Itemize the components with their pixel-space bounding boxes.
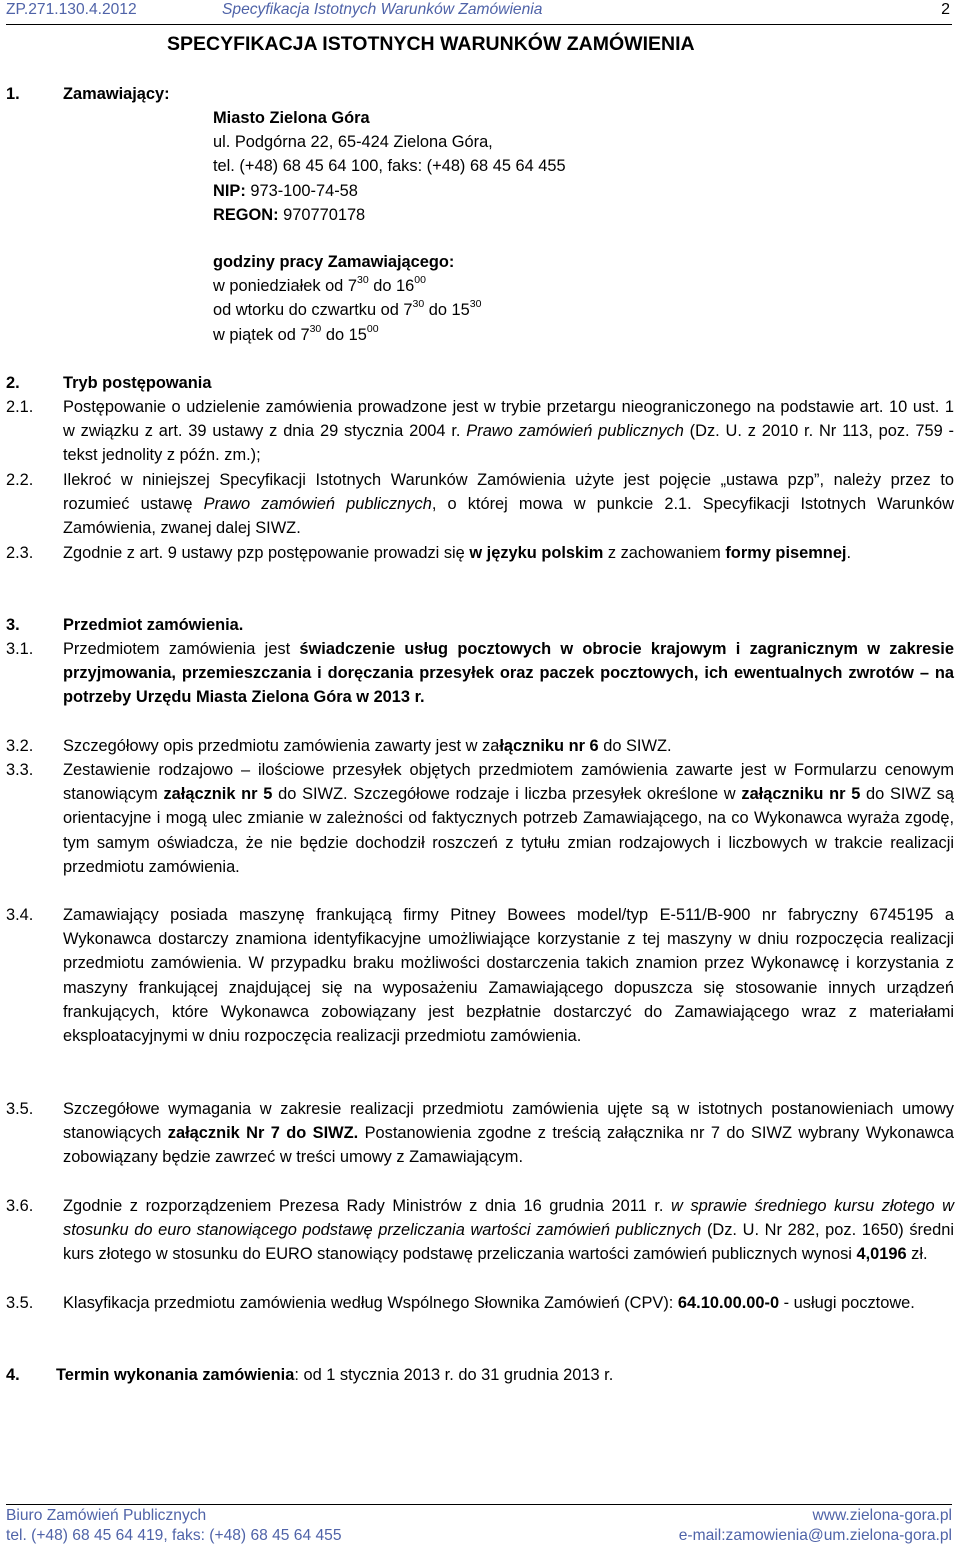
footer-email: e-mail:zamowienia@um.zielona-gora.pl <box>678 1527 952 1544</box>
hours-friday: w piątek od $7^{30}$ do $15^{00}$ <box>213 322 379 344</box>
paragraph-2-2 <box>6 468 954 542</box>
paragraph-number: 2.2. <box>6 471 34 489</box>
section-title: Zamawiający: <box>63 85 170 103</box>
paragraph-2-3 <box>6 541 954 589</box>
paragraph-3-5 <box>6 1097 954 1195</box>
paragraph-number: 3.5. <box>6 1100 34 1118</box>
paragraph-number: 3.4. <box>6 906 34 924</box>
page-header <box>6 0 952 25</box>
paragraph-text: Klasyfikacja przedmiotu zamówienia według Wspólnego Słownika Zamówień (CPV): 64.10.00.00-0 - usługi pocztowe. <box>63 1294 915 1312</box>
section-3-heading <box>6 613 954 637</box>
paragraph-text: Przedmiotem zamówienia jest świadczenie usług pocztowych w obrocie krajowym i zagranicznym w zakresie przyjmowania, przemieszczania i doręczania przesyłek oraz paczek pocztowych, ich ewentualnych zwrotów – na potrzeby Urzędu Miasta Zielona Góra w 2013 r. <box>63 640 954 707</box>
paragraph-number: 3.2. <box>6 737 34 755</box>
paragraph-3-2 <box>6 734 954 758</box>
paragraph-number: 2.1. <box>6 398 34 416</box>
section-number: 1. <box>6 85 20 103</box>
authority-name: Miasto Zielona Góra <box>213 109 370 127</box>
authority-regon <box>213 203 733 227</box>
authority-phone: tel. (+48) 68 45 64 100, faks: (+48) 68 45 64 455 <box>213 157 566 176</box>
hours-tue-thu: od wtorku do czwartku od $7^{30}$ do $15^{30}$ <box>213 298 482 320</box>
contracting-authority-details <box>213 106 733 227</box>
paragraph-text: Zgodnie z rozporządzeniem Prezesa Rady Ministrów z dnia 16 grudnia 2011 r. w sprawie średniego kursu złotego w stosunku do euro stanowiącego podstawę przeliczania wartości zamówień publicznych (Dz. U. Nr 282, poz. 1650) średni kurs złotego w stosunku do EURO stanowiący podstawę przeliczania wartości zamówień publicznych wynosi 4,0196 zł. <box>63 1197 954 1264</box>
section-title: Termin wykonania zamówienia <box>56 1366 295 1384</box>
paragraph-number: 3.5. <box>6 1294 34 1312</box>
working-hours-title: godziny pracy Zamawiającego: <box>213 253 455 271</box>
paragraph-3-1 <box>6 637 954 735</box>
completion-date: : od 1 stycznia 2013 r. do 31 grudnia 2013 r. <box>294 1366 614 1384</box>
section-number: 2. <box>6 374 20 392</box>
header-title: Specyfikacja Istotnych Warunków Zamówienia <box>222 1 543 18</box>
section-number: 3. <box>6 616 20 634</box>
page-footer <box>6 1504 952 1544</box>
nip-value: 973-100-74-58 <box>245 181 358 200</box>
page-number: 2 <box>941 1 950 18</box>
paragraph-number: 3.1. <box>6 640 34 658</box>
section-title: Tryb postępowania <box>63 374 212 392</box>
section-4-heading <box>6 1363 954 1387</box>
document-title: SPECYFIKACJA ISTOTNYCH WARUNKÓW ZAMÓWIENIA <box>167 33 695 55</box>
section-1-heading <box>6 82 954 106</box>
paragraph-3-7 <box>6 1291 954 1341</box>
paragraph-text: Szczegółowy opis przedmiotu zamówienia zawarty jest w załączniku nr 6 do SIWZ. <box>63 737 672 755</box>
regon-label: REGON: <box>213 205 279 224</box>
paragraph-3-3 <box>6 758 954 904</box>
footer-office: Biuro Zamówień Publicznych <box>6 1507 207 1524</box>
regon-value: 970770178 <box>278 205 366 224</box>
footer-contact: tel. (+48) 68 45 64 419, faks: (+48) 68 45 64 455 <box>6 1527 342 1544</box>
section-title: Przedmiot zamówienia. <box>63 616 244 634</box>
authority-address: ul. Podgórna 22, 65-424 Zielona Góra, <box>213 133 493 152</box>
paragraph-text: Postępowanie o udzielenie zamówienia prowadzone jest w trybie przetargu nieograniczonego na podstawie art. 10 ust. 1 w związku z art. 39 ustawy z dnia 29 stycznia 2004 r. Prawo zamówień publicznych (Dz. U. z 2010 r. Nr 113, poz. 759 - tekst jednolity z późn. zm.); <box>63 398 955 465</box>
footer-website: www.zielona-gora.pl <box>812 1507 952 1524</box>
section-text <box>56 1363 613 1387</box>
nip-label: NIP: <box>213 181 246 200</box>
paragraph-text: Zamawiający posiada maszynę frankującą firmy Pitney Bowees model/typ E-511/B-900 nr fabryczny 6745195 a Wykonawca dostarczy znamiona identyfikacyjne umożliwiające korzystanie z tej maszyny w dniu rozpoczęcia realizacji przedmiotu zamówienia. W przypadku braku możliwości dostarczenia takich znamion przez Wykonawcę i korzystania z maszyny frankującej znajdującej się na wyposażeniu Zamawiającego dopuszcza się stosowanie innych urządzeń frankujących, które Wykonawca zobowiązany jest bezpłatnie dostarczyć do Zamawiającego wraz z materiałami eksploatacyjnymi w dniu rozpoczęcia realizacji przedmiotu zamówienia. <box>63 906 954 1046</box>
hours-monday: w poniedziałek od $7^{30}$ do $16^{00}$ <box>213 274 426 296</box>
authority-nip <box>213 179 733 203</box>
section-number: 4. <box>6 1366 20 1384</box>
paragraph-number: 3.3. <box>6 761 34 779</box>
document-reference: ZP.271.130.4.2012 <box>6 1 137 18</box>
paragraph-number: 2.3. <box>6 544 34 562</box>
paragraph-3-6 <box>6 1194 954 1292</box>
paragraph-3-4 <box>6 903 954 1098</box>
paragraph-number: 3.6. <box>6 1197 34 1215</box>
paragraph-text: Ilekroć w niniejszej Specyfikacji Istotnych Warunków Zamówienia użyte jest pojęcie „ustawa pzp”, należy przez to rozumieć ustawę Prawo zamówień publicznych, o której mowa w punkcie 2.1. Specyfikacji Istotnych Warunków Zamówienia, zwanej dalej SIWZ. <box>63 471 954 538</box>
paragraph-text: Szczegółowe wymagania w zakresie realizacji przedmiotu zamówienia ujęte są w istotnych postanowieniach umowy stanowiących załącznik Nr 7 do SIWZ. Postanowienia zgodne z treścią załącznika nr 7 do SIWZ wybrany Wykonawca zobowiązany będzie zawrzeć w treści umowy z Zamawiającym. <box>63 1100 954 1167</box>
paragraph-text: Zgodnie z art. 9 ustawy pzp postępowanie prowadzi się w języku polskim z zachowaniem formy pisemnej. <box>63 544 852 562</box>
working-hours <box>213 250 733 347</box>
section-2-heading <box>6 371 954 395</box>
paragraph-text: Zestawienie rodzajowo – ilościowe przesyłek objętych przedmiotem zamówienia zawarte jest w Formularzu cenowym stanowiącym załącznik nr 5 do SIWZ. Szczegółowe rodzaje i liczba przesyłek określone w załączniku nr 5 do SIWZ są orientacyjne i mogą ulec zmianie w zależności od faktycznych potrzeb Zamawiającego, na co Wykonawca wyraża zgodę, tym samym oświadcza, że nie będzie dochodził roszczeń z tytułu zmian rodzajowych i liczbowych w trakcie realizacji przedmiotu zamówienia. <box>63 761 954 876</box>
